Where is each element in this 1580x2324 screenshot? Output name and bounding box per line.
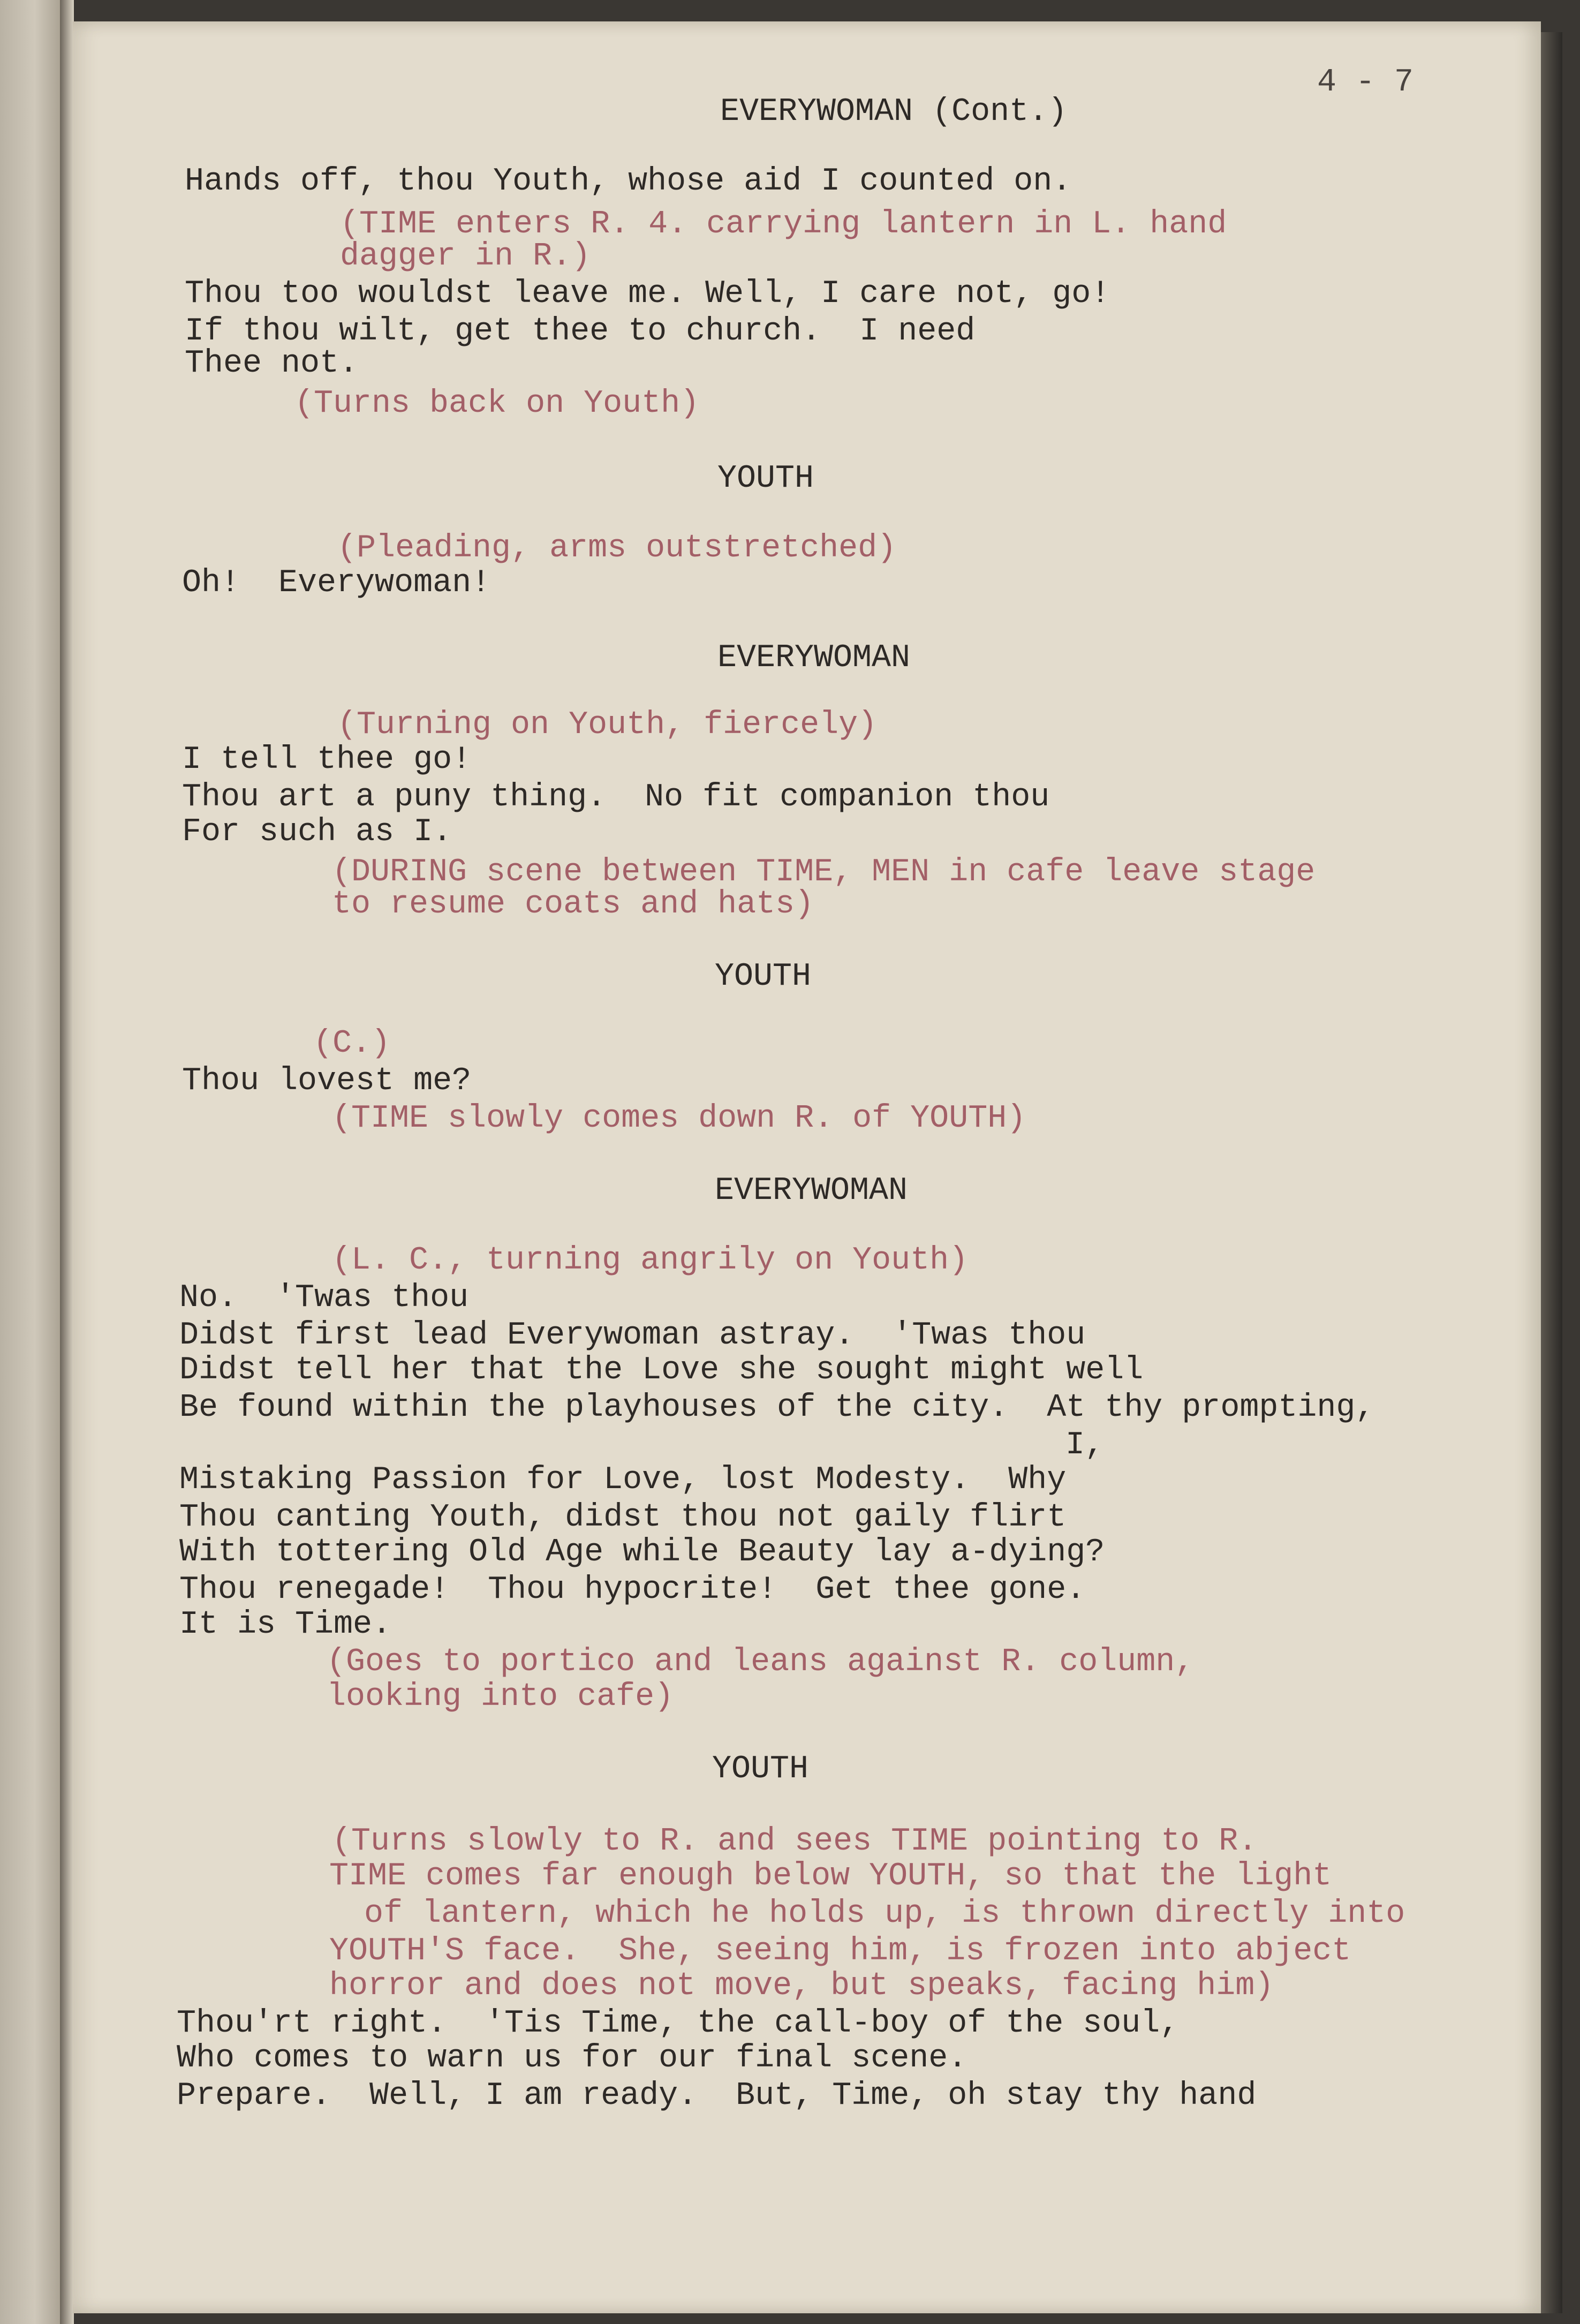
script-line: No. 'Twas thou xyxy=(179,1280,469,1316)
script-line: Thou canting Youth, didst thou not gaily flirt xyxy=(179,1499,1067,1536)
speaker-name: YOUTH xyxy=(712,1751,809,1787)
script-line: Thou'rt right. 'Tis Time, the call-boy of the soul, xyxy=(177,2005,1180,2042)
script-line: Thou too wouldst leave me. Well, I care not, go! xyxy=(185,276,1110,312)
stage-direction: dagger in R.) xyxy=(340,238,591,275)
stage-direction: of lantern, which he holds up, is thrown directly into xyxy=(364,1896,1405,1932)
stage-direction: (TIME slowly comes down R. of YOUTH) xyxy=(332,1100,1026,1137)
speaker-name: EVERYWOMAN xyxy=(717,640,911,676)
script-line: Didst tell her that the Love she sought might well xyxy=(179,1352,1144,1389)
stage-direction: (Turns back on Youth) xyxy=(294,386,700,422)
stage-direction: (Turns slowly to R. and sees TIME pointing to R. xyxy=(332,1823,1258,1860)
script-line: I tell thee go! xyxy=(182,742,472,778)
script-line: Prepare. Well, I am ready. But, Time, oh stay thy hand xyxy=(177,2078,1257,2114)
binding-gutter xyxy=(60,0,74,2324)
stage-direction: TIME comes far enough below YOUTH, so that the light xyxy=(329,1858,1332,1895)
script-line: Hands off, thou Youth, whose aid I counted on. xyxy=(185,163,1072,200)
stage-direction: to resume coats and hats) xyxy=(332,886,814,923)
script-line: Thou art a puny thing. No fit companion thou xyxy=(182,779,1050,816)
script-line: Who comes to warn us for our final scene. xyxy=(177,2040,967,2077)
previous-page-edge xyxy=(0,0,63,2324)
script-line: Didst first lead Everywoman astray. 'Twas thou xyxy=(179,1317,1086,1354)
script-line: For such as I. xyxy=(182,814,452,850)
stage-direction: (DURING scene between TIME, MEN in cafe leave stage xyxy=(332,854,1316,891)
script-line: If thou wilt, get thee to church. I need xyxy=(185,313,976,350)
page-shadow-edge xyxy=(1541,32,1562,2313)
script-line: With tottering Old Age while Beauty lay a-dying? xyxy=(179,1534,1105,1571)
stage-direction: (L. C., turning angrily on Youth) xyxy=(332,1242,969,1279)
script-line: Mistaking Passion for Love, lost Modesty. Why xyxy=(179,1462,1067,1498)
speaker-name: EVERYWOMAN xyxy=(715,1173,908,1209)
script-line: Thou renegade! Thou hypocrite! Get thee gone. xyxy=(179,1572,1086,1608)
stage-direction: horror and does not move, but speaks, facing him) xyxy=(329,1968,1274,2004)
page-number: 4 - 7 xyxy=(1317,64,1414,101)
stage-direction: YOUTH'S face. She, seeing him, is frozen into abject xyxy=(329,1933,1351,1970)
script-line: Thee not. xyxy=(185,345,359,382)
stage-direction: (Pleading, arms outstretched) xyxy=(337,530,897,567)
stage-direction: looking into cafe) xyxy=(327,1679,674,1715)
script-line: I, xyxy=(1065,1427,1105,1463)
script-line: Oh! Everywoman! xyxy=(182,565,491,601)
speaker-name: YOUTH xyxy=(715,959,812,995)
stage-direction: (TIME enters R. 4. carrying lantern in L. hand xyxy=(340,206,1227,243)
page-header: EVERYWOMAN (Cont.) xyxy=(720,94,1068,130)
script-line: Be found within the playhouses of the city. At thy prompting, xyxy=(179,1390,1375,1426)
stage-direction: (C.) xyxy=(313,1025,391,1062)
stage-direction: (Turning on Youth, fiercely) xyxy=(337,707,878,743)
speaker-name: YOUTH xyxy=(717,461,814,497)
script-line: It is Time. xyxy=(179,1606,392,1643)
stage-direction: (Goes to portico and leans against R. column, xyxy=(327,1644,1195,1680)
script-line: Thou lovest me? xyxy=(182,1063,472,1099)
